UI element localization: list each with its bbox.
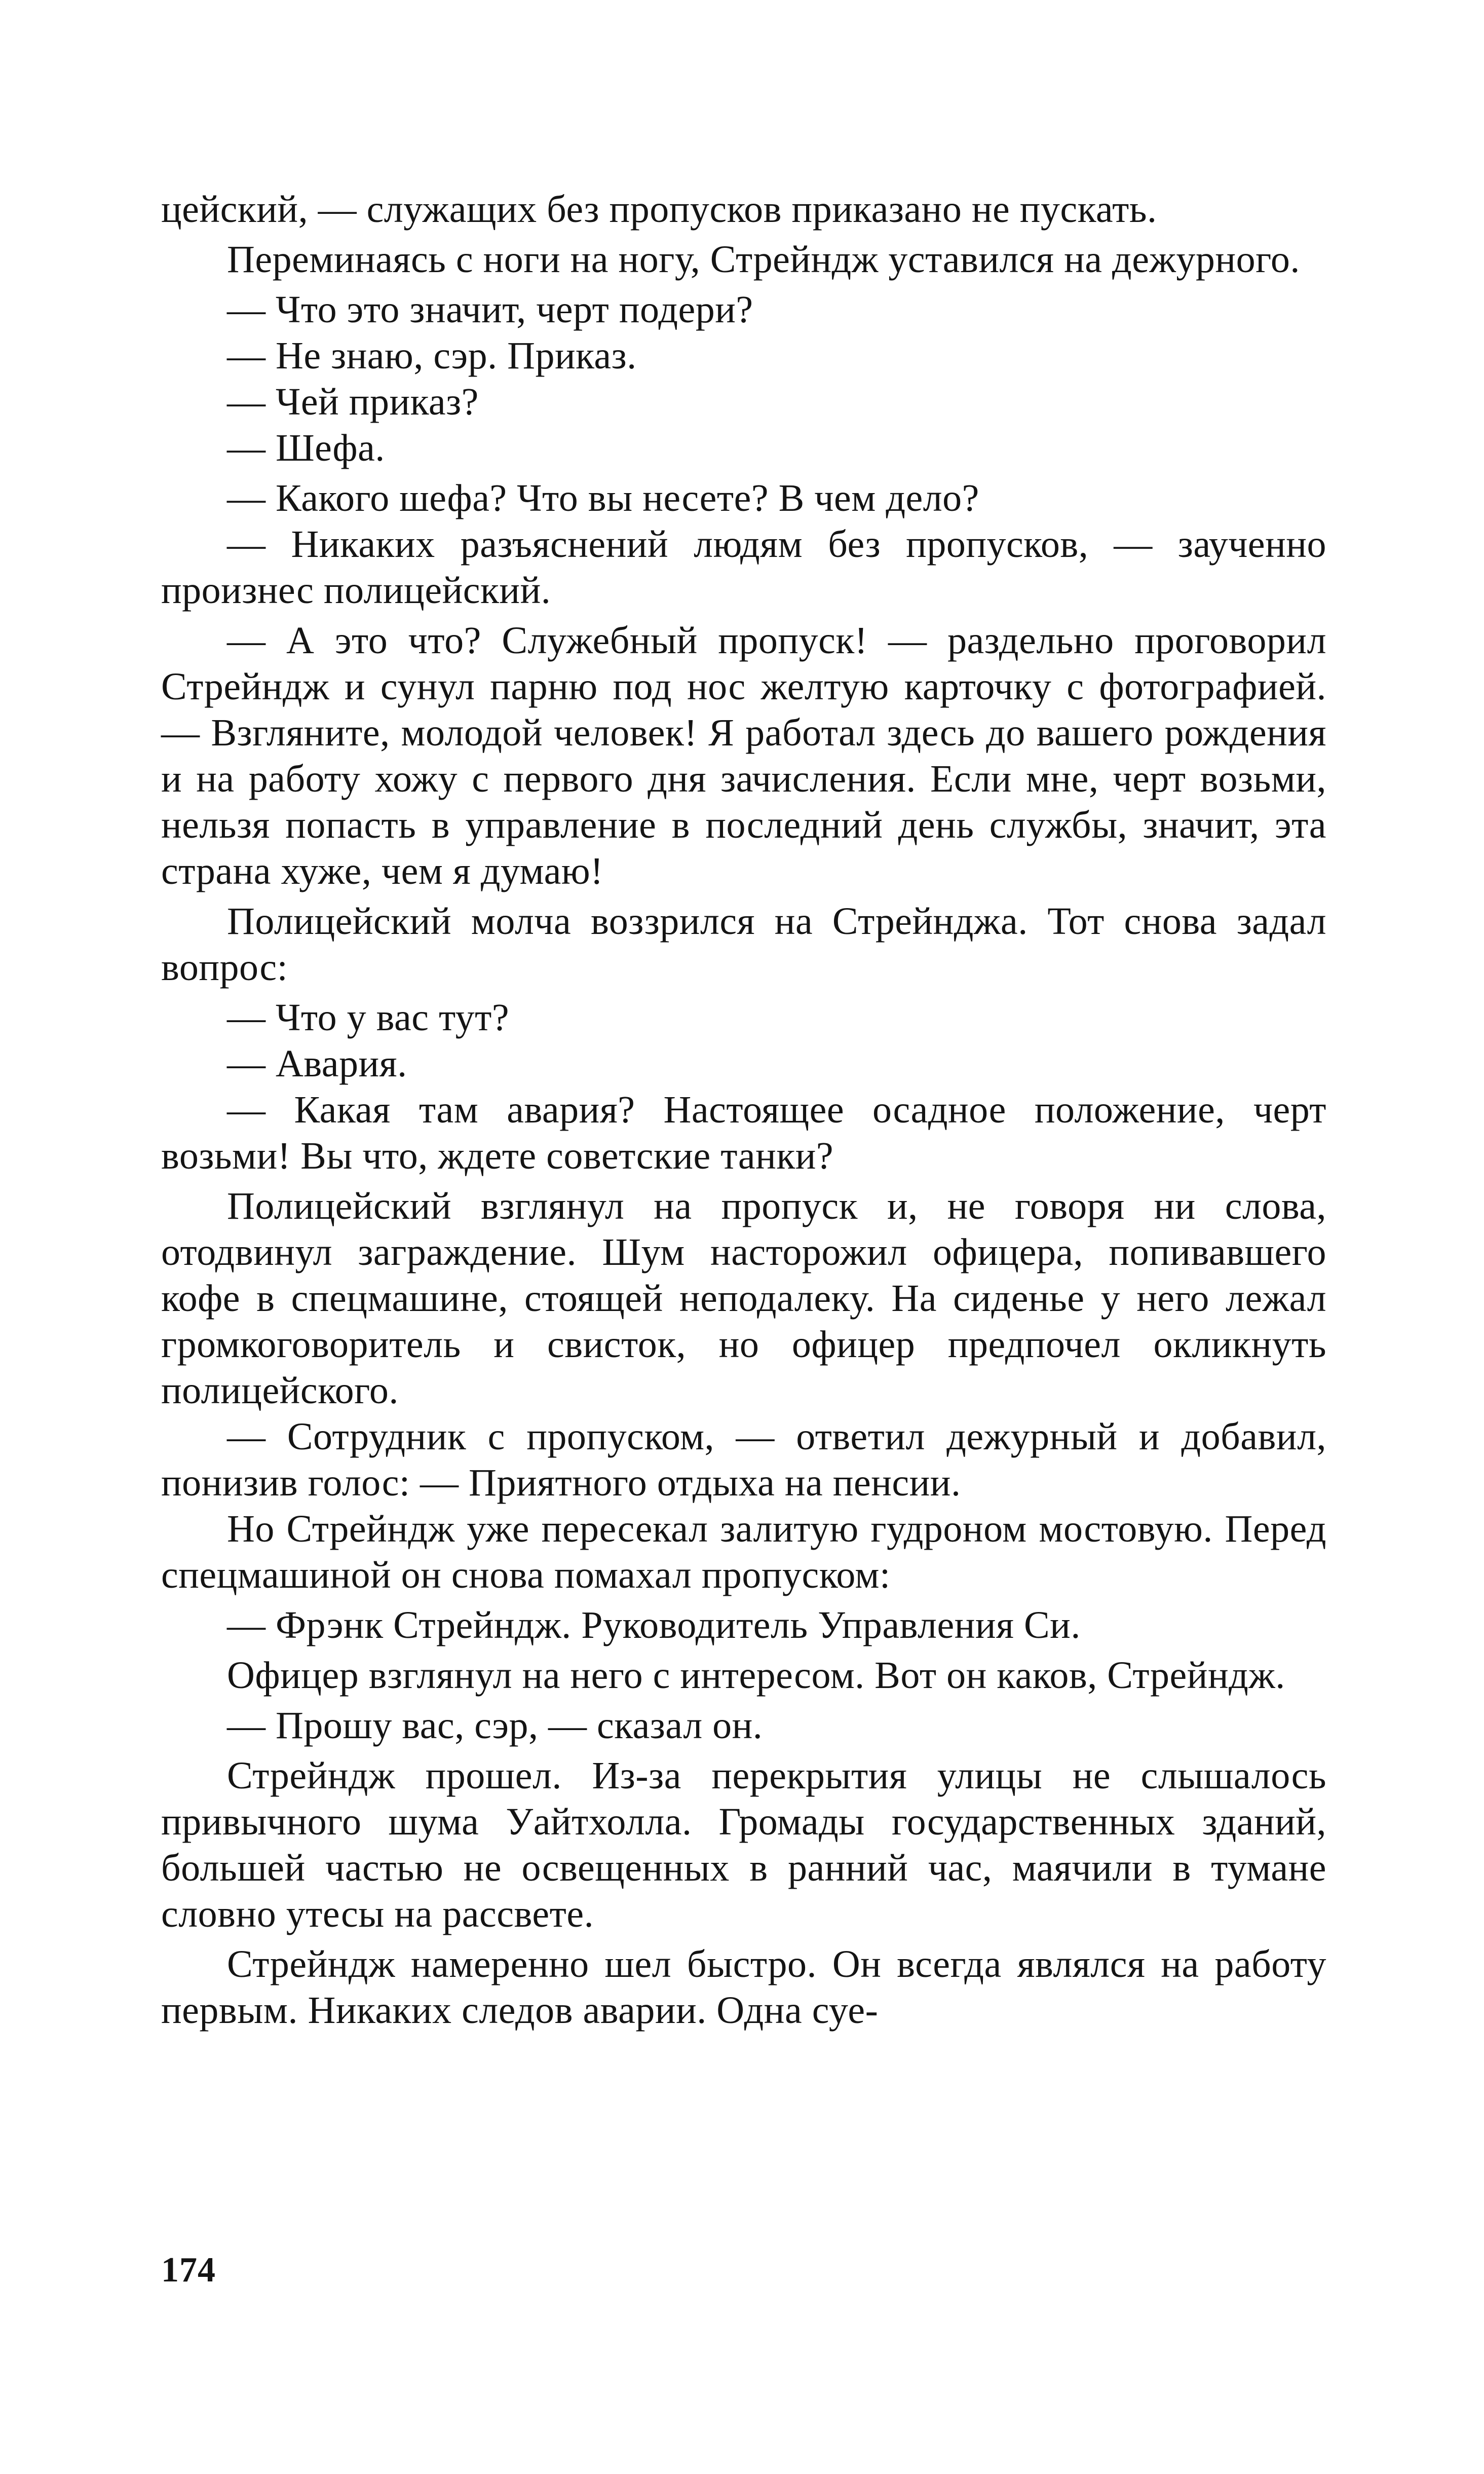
dialogue-line-9: — Авария. — [227, 1042, 407, 1085]
dialogue-line-10: — Какая там авария? Настоящее осадное положение, черт возьми! Вы что, ждете советские танки? — [161, 1089, 1326, 1177]
paragraph-7: Стрейндж прошел. Из-за перекрытия улицы не слышалось привычного шума Уайтхолла. Громады государственных зданий, большей частью не освещенных в ранний час, маячили в тумане словно утесы на рассвете. — [161, 1754, 1326, 1935]
paragraph-6: Офицер взглянул на него с интересом. Вот он каков, Стрейндж. — [227, 1654, 1285, 1697]
dialogue-line-4: — Шефа. — [227, 427, 385, 469]
page-number: 174 — [161, 2251, 216, 2290]
page-body — [161, 186, 1326, 2034]
dialogue-line-11: — Сотрудник с пропуском, — ответил дежурный и добавил, понизив голос: — Приятного отдыха на пенсии. — [161, 1415, 1326, 1504]
paragraph-5: Но Стрейндж уже пересекал залитую гудроном мостовую. Перед спецмашиной он снова помахал пропуском: — [161, 1508, 1326, 1596]
dialogue-line-2: — Не знаю, сэр. Приказ. — [227, 334, 637, 377]
paragraph-1: цейский, — служащих без пропусков приказано не пускать. — [161, 188, 1157, 231]
dialogue-line-7: — А это что? Служебный пропуск! — раздельно проговорил Стрейндж и сунул парню под нос желтую карточку с фотографией. — Взгляните, молодой человек! Я работал здесь до вашего рождения и на работу хожу с первого дня зачисления. Если мне, черт возьми, нельзя попасть в управление в последний день службы, значит, эта страна хуже, чем я думаю! — [161, 619, 1326, 892]
dialogue-line-13: — Прошу вас, сэр, — сказал он. — [227, 1704, 763, 1747]
paragraph-8: Стрейндж намеренно шел быстро. Он всегда являлся на работу первым. Никаких следов аварии. Одна суе- — [161, 1943, 1326, 2032]
paragraph-4: Полицейский взглянул на пропуск и, не говоря ни слова, отодвинул заграждение. Шум насторожил офицера, попивавшего кофе в спецмашине, стоящей неподалеку. На сиденье у него лежал громкоговоритель и свисток, но офицер предпочел окликнуть полицейского. — [161, 1185, 1326, 1412]
dialogue-line-1: — Что это значит, черт подери? — [227, 288, 753, 331]
paragraph-3: Полицейский молча воззрился на Стрейнджа. Тот снова задал вопрос: — [161, 900, 1326, 989]
dialogue-line-12: — Фрэнк Стрейндж. Руководитель Управления Си. — [227, 1604, 1081, 1646]
dialogue-line-6: — Никаких разъяснений людям без пропусков, — заученно произнес полицейский. — [161, 523, 1326, 612]
dialogue-line-8: — Что у вас тут? — [227, 996, 510, 1039]
dialogue-line-3: — Чей приказ? — [227, 381, 479, 423]
dialogue-line-5: — Какого шефа? Что вы несете? В чем дело? — [227, 477, 979, 519]
paragraph-2: Переминаясь с ноги на ногу, Стрейндж уставился на дежурного. — [227, 238, 1300, 281]
